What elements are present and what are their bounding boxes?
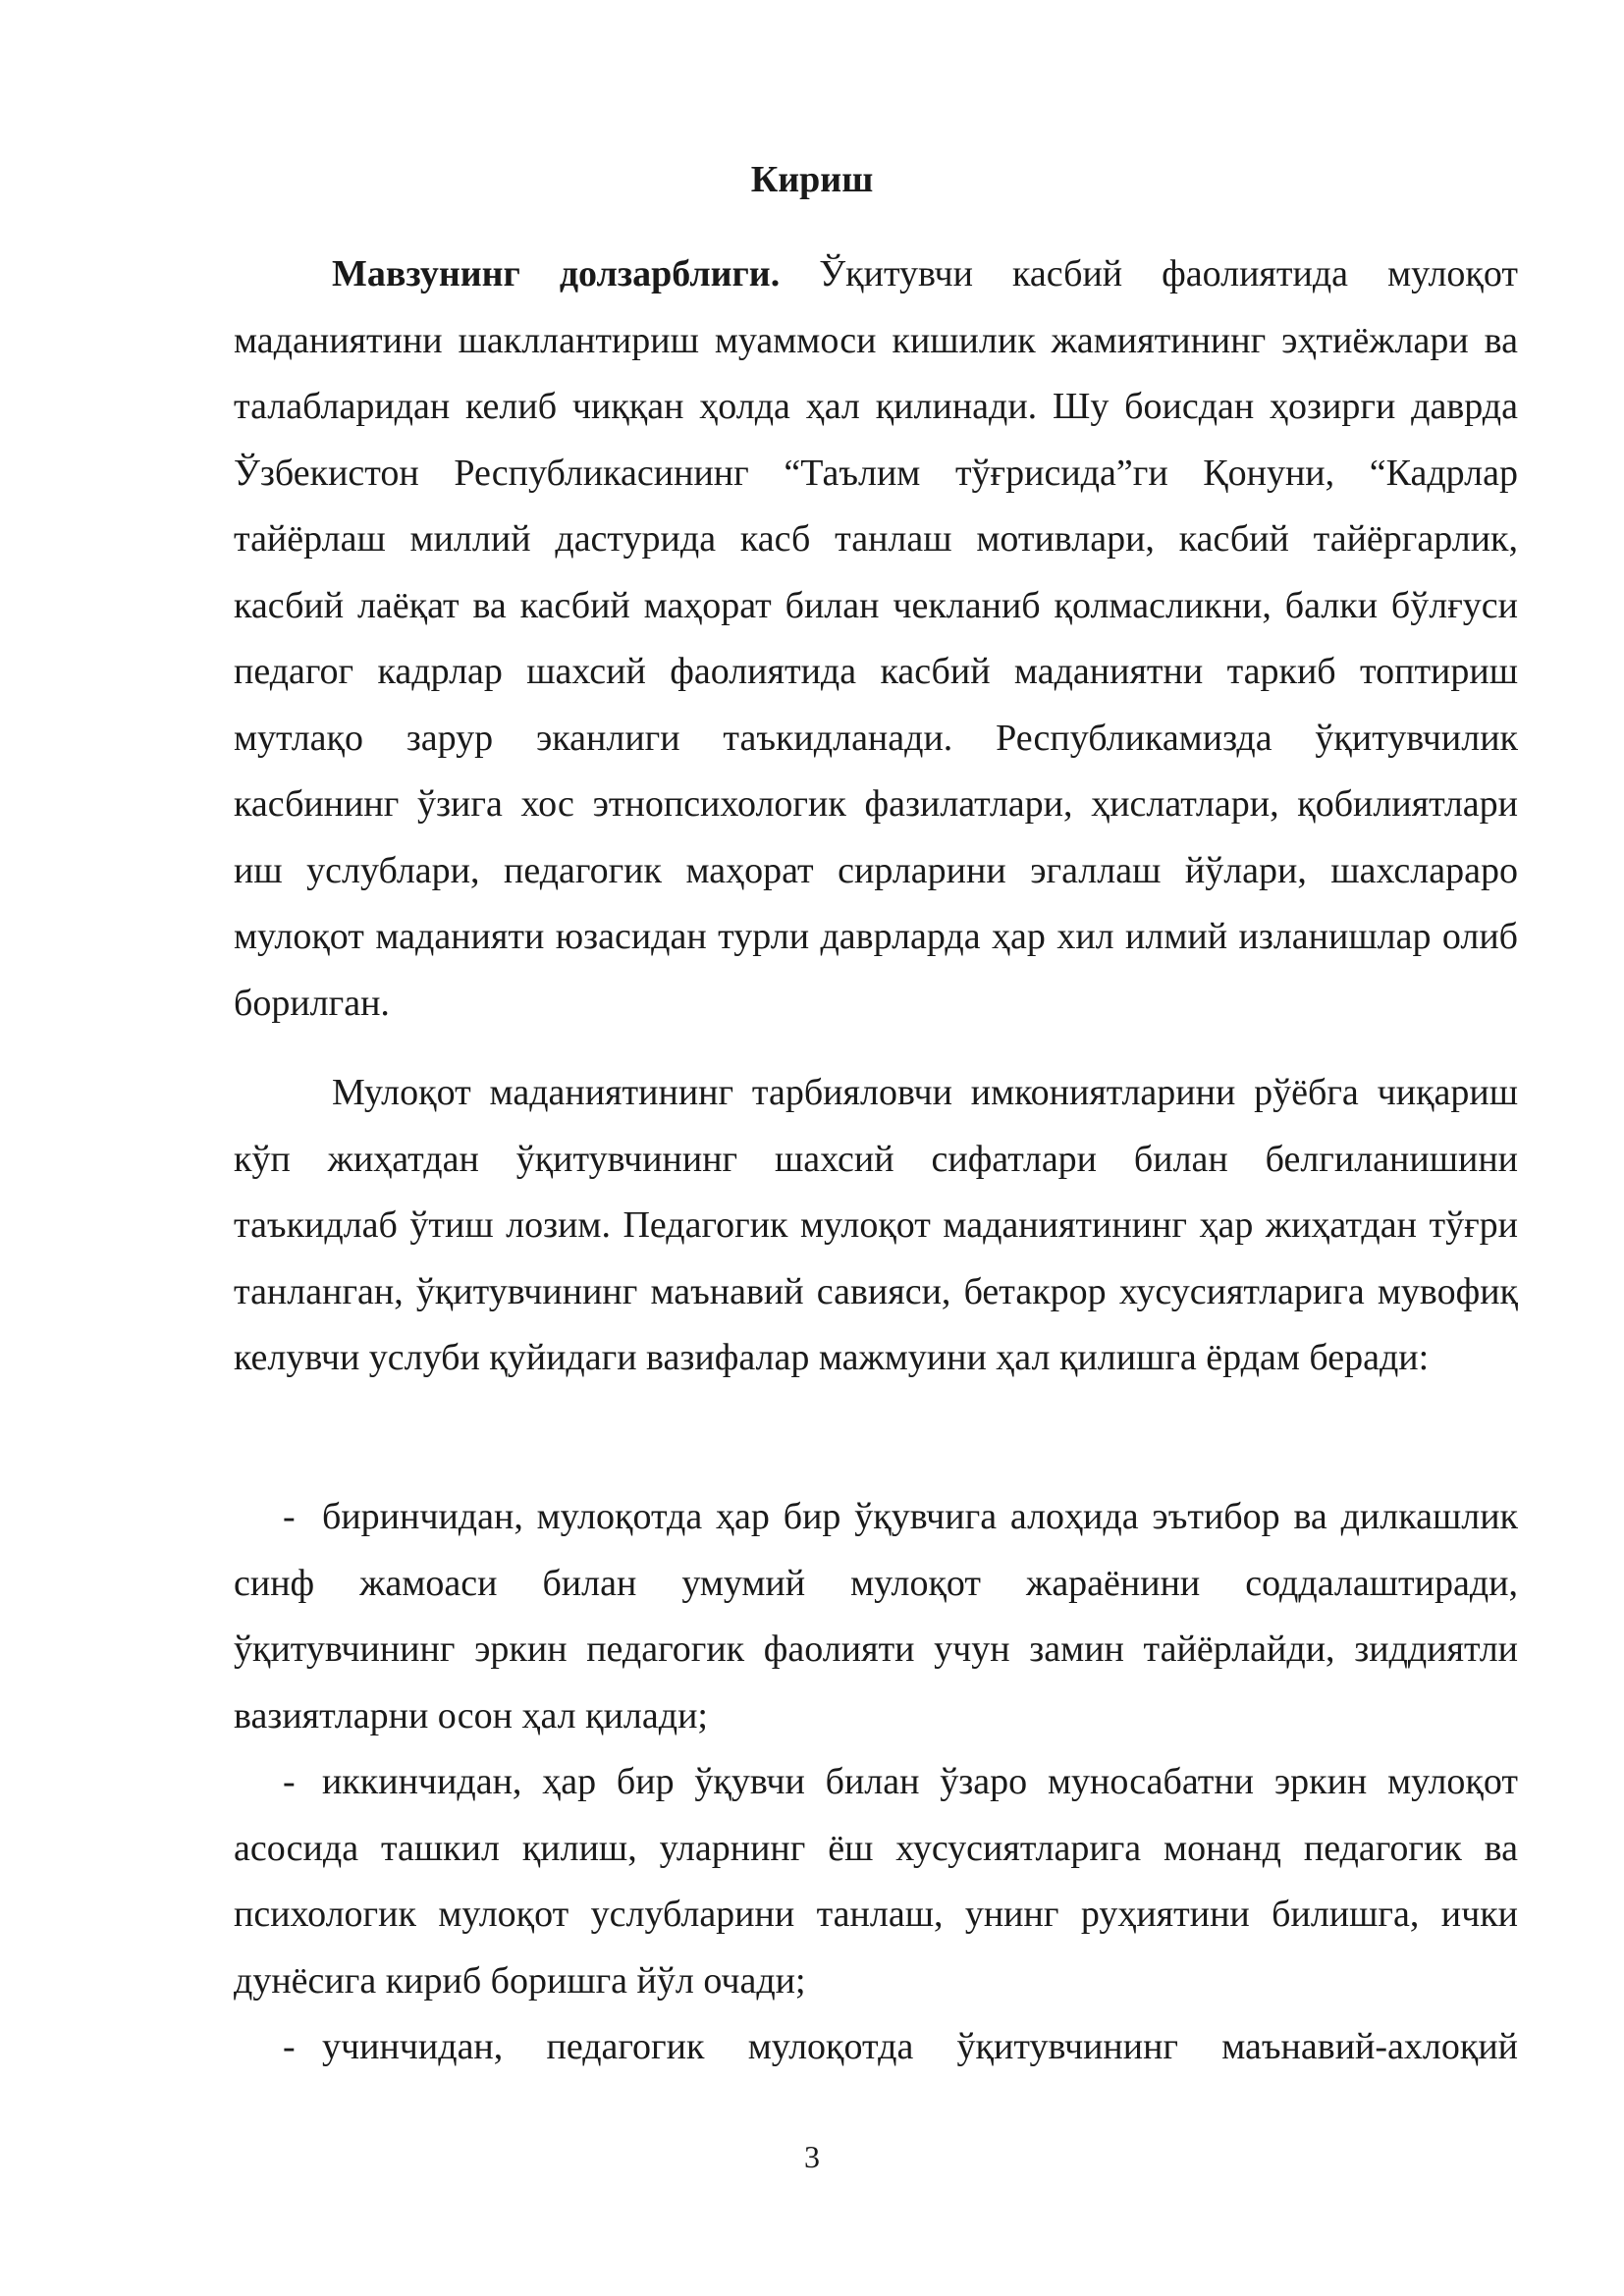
list-item <box>234 1749 1518 2014</box>
list-item <box>234 1484 1518 1749</box>
paragraph-body: Ўқитувчи касбий фаолиятида мулоқот маданиятини шакллантириш муаммоси кишилик жамиятининг эҳтиёжлари ва талабларидан келиб чиққан ҳолда ҳал қилинади. Шу боисдан ҳозирги даврда Ўзбекистон Республикасининг “Таълим тўғрисида”ги Қонуни, “Кадрлар тайёрлаш миллий дастурида касб танлаш мотивлари, касбий тайёргарлик, касбий лаёқат ва касбий маҳорат билан чекланиб қолмасликни, балки бўлғуси педагог кадрлар шахсий фаолиятида касбий маданиятни таркиб топтириш мутлақо зарур эканлиги таъкидланади. Республикамизда ўқитувчилик касбининг ўзига хос этнопсихологик фазилатлари, ҳислатлари, қобилиятлари иш услублари, педагогик маҳорат сирларини эгаллаш йўлари, шахслараро мулоқот маданияти юзасидан турли даврларда ҳар хил илмий изланишлар олиб борилган. <box>234 253 1518 1024</box>
list-item-text: биринчидан, мулоқотда ҳар бир ўқувчига алоҳида эътибор ва дилкашлик синф жамоаси билан умумий мулоқот жараёнини соддалаштиради, ўқитувчининг эркин педагогик фаолияти учун замин тайёрлайди, зиддиятли вазиятларни осон ҳал қилади; <box>234 1496 1518 1736</box>
page-number: 3 <box>804 2139 820 2174</box>
paragraph-body: Мулоқот маданиятининг тарбияловчи имкониятларини рўёбга чиқариш кўп жиҳатдан ўқитувчининг шахсий сифатлари билан белгиланишини таъкидлаб ўтиш лозим. Педагогик мулоқот маданиятининг ҳар жиҳатдан тўғри танланган, ўқитувчининг маънавий савияси, бетакрор хусусиятларига мувофиқ келувчи услуби қуйидаги вазифалар мажмуини ҳал қилишга ёрдам беради: <box>234 1072 1518 1378</box>
list-item-text: иккинчидан, ҳар бир ўқувчи билан ўзаро муносабатни эркин мулоқот асосида ташкил қилиш, уларнинг ёш хусусиятларига монанд педагогик ва психологик мулоқот услубларини танлаш, унинг руҳиятини билишга, ички дунёсига кириб боришга йўл очади; <box>234 1761 1518 2002</box>
paragraph-communication <box>234 1060 1518 1392</box>
list-dash: - <box>283 1761 296 1802</box>
list-item-text: учинчидан, педагогик мулоқотда ўқитувчининг маънавий-ахлоқий <box>322 2026 1518 2067</box>
list-dash: - <box>283 1496 296 1537</box>
paragraph-lead: Мавзунинг долзарблиги. <box>332 253 781 294</box>
section-title: Кириш <box>750 159 874 200</box>
paragraph-relevance <box>234 241 1518 1037</box>
list-item <box>234 2014 1518 2081</box>
list-dash: - <box>283 2026 296 2067</box>
